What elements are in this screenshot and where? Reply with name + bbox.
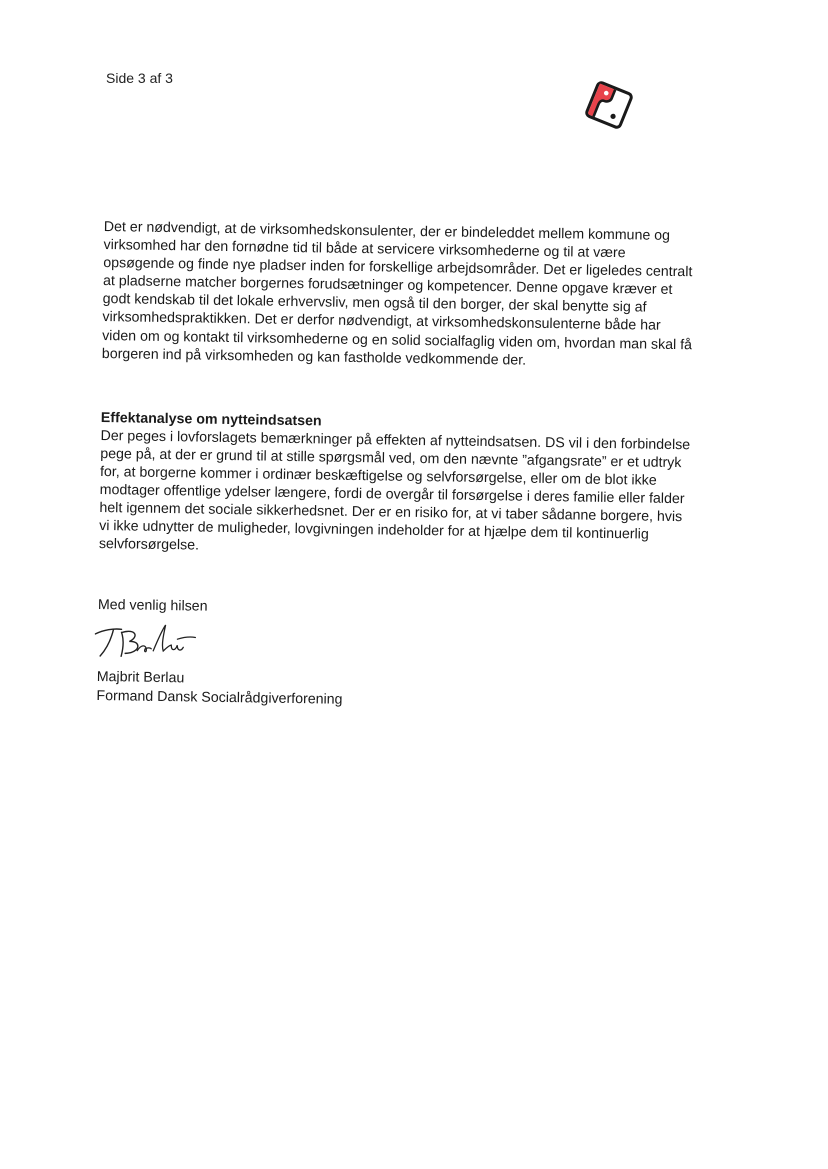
body-paragraph-2: Der peges i lovforslagets bemærkninger på effekten af nytteindsatsen. DS vil i den forbindelse pege på, at der er grund til at stille spørgsmål ved, om den nævnte ”afgangsrate” er et udtryk for, at borgerne kommer i ordinær beskæftigelse og selvforsørgelse, eller om de blot ikke modtager offentlige ydelser længere, fordi de overgår til forsørgelse i deres familie eller falder helt igennem det sociale sikkerhedsnet. Der er en risiko for, at vi taber sådanne borgere, hvis vi ikke udnytter de muligheder, lovgivningen indeholder for at hjælpe dem til kontinuerlig selvforsørgelse.: [98, 427, 691, 554]
closing-greeting: Med venlig hilsen: [97, 596, 208, 615]
body-paragraph-1: Det er nødvendigt, at de virksomhedskonsulenter, der er bindeleddet mellem kommune og virksomhed har den fornødne tid til både at servicere virksomhederne og til at være opsøgende og finde nye pladser inden for forskellige arbejdsområder. Det er ligeledes centralt at pladserne matcher borgernes forudsætninger og kompetencer. Denne opgave kræver et godt kendskab til det lokale erhvervsliv, men også til den borger, der skal benytte sig af virksomhedspraktikken. Det er derfor nødvendigt, at virksomhedskonsulenterne både har viden om og kontakt til virksomhederne og en solid socialfaglig viden om, hvordan man skal få borgeren ind på virksomheden og kan fastholde vedkommende der.: [101, 218, 693, 369]
page-number: Side 3 af 3: [106, 70, 173, 86]
handwritten-signature-icon: [91, 619, 222, 663]
signer-title: Formand Dansk Socialrådgiverforening: [96, 687, 343, 708]
section-heading: Effektanalyse om nytteindsatsen: [100, 409, 322, 430]
organization-logo-icon: [582, 78, 636, 132]
letter-content: [96, 218, 694, 715]
signer-name: Majbrit Berlau: [96, 668, 185, 686]
